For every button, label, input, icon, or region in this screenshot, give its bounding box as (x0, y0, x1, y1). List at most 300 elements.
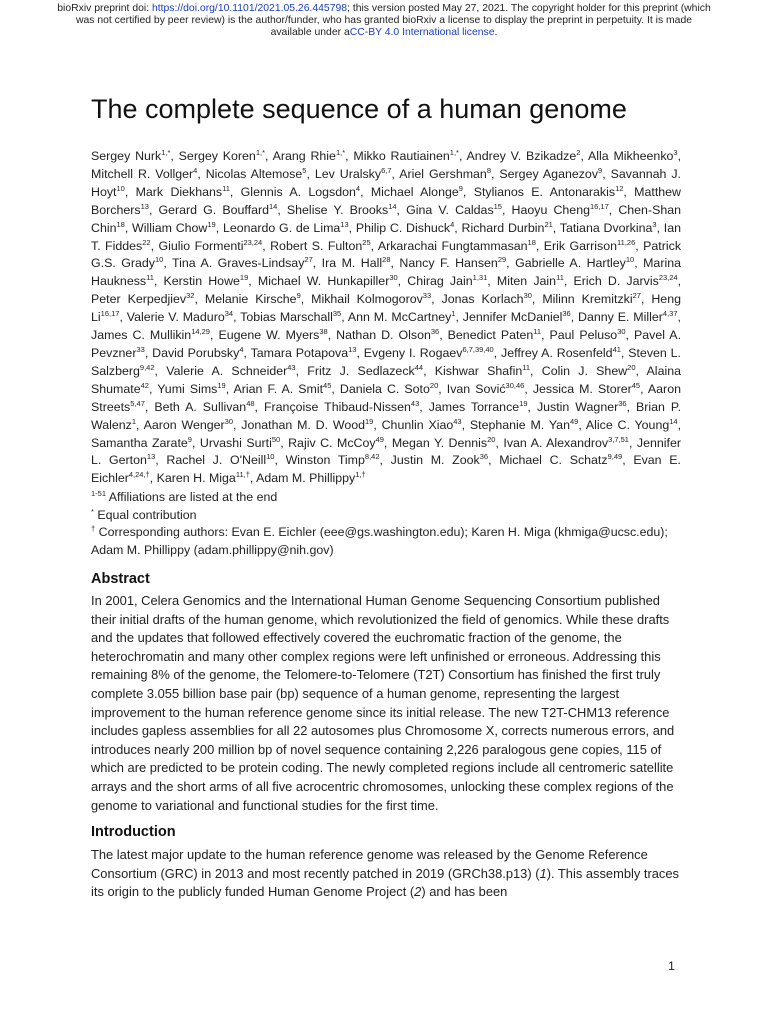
author-entry (448, 328, 541, 342)
author-entry (270, 239, 371, 253)
author-entry (467, 149, 581, 163)
author-entry (288, 436, 384, 450)
author-name: Valerie V. Maduro (126, 310, 225, 325)
author-affiliation-mark: 25 (362, 237, 371, 247)
author-affiliation-mark: 1,* (335, 148, 346, 157)
author-affiliation-mark: 19 (217, 380, 226, 390)
author-affiliation-mark: 14 (388, 201, 397, 211)
equal-contribution-note (91, 507, 691, 525)
author-affiliation-mark: 10 (155, 255, 164, 265)
author-affiliation-mark: 13 (348, 344, 357, 354)
author-affiliation-mark: 9,42 (139, 362, 155, 372)
author-entry (152, 346, 243, 360)
author-affiliation-mark: 43 (410, 398, 420, 408)
author-name: Rajiv C. McCoy (288, 435, 376, 450)
author-entry (234, 382, 332, 396)
author-name: Stephanie M. Yan (469, 417, 570, 432)
author-affiliation-mark: 1,† (355, 470, 366, 480)
citation-2[interactable]: 2 (414, 884, 422, 900)
author-affiliation-mark: 49 (375, 434, 384, 444)
author-entry (286, 453, 380, 467)
author-affiliation-mark: 22 (142, 237, 151, 247)
author-entry (132, 221, 216, 235)
author-affiliation-mark: 48 (246, 398, 255, 408)
author-name: Milinn Kremitzki (542, 292, 633, 307)
author-entry (560, 221, 657, 235)
author-affiliation-mark: 11,† (235, 470, 250, 480)
author-name: Mikko Rautiainen (353, 149, 450, 163)
author-affiliation-mark: 36 (479, 452, 489, 462)
author-entry (399, 167, 491, 181)
author-name: Arang Rhie (272, 149, 336, 163)
author-entry (544, 239, 636, 253)
author-name: Arkarachai Fungtammasan (377, 238, 528, 253)
author-entry (251, 346, 357, 360)
author-entry (503, 436, 629, 450)
author-name: Kishwar Shafin (434, 363, 523, 378)
author-name: Benedict Paten (447, 328, 534, 343)
author-affiliation-mark: 11 (556, 273, 564, 283)
author-name: Jennifer McDaniel (462, 310, 563, 325)
author-name: Justin Wagner (536, 399, 619, 414)
notice-line2: was not certified by peer review) is the author/funder, who has granted bioRxiv a license to display the preprint in perpetuity. It is made (75, 15, 693, 26)
author-affiliation-mark: 9,49 (607, 452, 623, 462)
author-affiliation-mark: 16,17 (589, 201, 609, 211)
author-entry (264, 400, 419, 414)
author-entry (406, 203, 502, 217)
author-name: Evan E. Eichler (91, 453, 681, 486)
author-affiliation-mark: 36 (618, 398, 627, 408)
author-name: Adam M. Phillippy (256, 471, 356, 486)
author-name: Philip C. Dishuck (355, 220, 451, 235)
author-entry (533, 382, 640, 396)
author-name: Jonathan M. D. Wood (241, 417, 365, 432)
author-name: Pavel A. Pevzner (91, 328, 682, 360)
author-affiliation-mark: 18 (116, 219, 125, 229)
author-name: Gina V. Caldas (406, 202, 494, 217)
author-entry (499, 453, 622, 467)
license-link[interactable]: CC-BY 4.0 International license (349, 27, 495, 38)
author-name: William Chow (132, 220, 208, 235)
author-affiliation-mark: 10 (116, 183, 125, 193)
author-name: Eugene W. Myers (218, 328, 320, 343)
author-affiliation-mark: 30 (389, 273, 398, 283)
doi-link[interactable]: https://doi.org/10.1101/2021.05.26.445798 (151, 3, 348, 14)
author-entry (166, 364, 295, 378)
author-affiliation-mark: 9 (458, 183, 463, 193)
affiliations-note (91, 489, 691, 507)
author-name: Lev Uralsky (314, 166, 382, 181)
author-name: Mark Diekhans (135, 184, 223, 199)
author-name: Samantha Zarate (91, 435, 188, 450)
author-affiliation-mark: 28 (382, 255, 391, 265)
author-name: Michael C. Schatz (499, 453, 608, 468)
author-affiliation-mark: 27 (632, 291, 641, 301)
author-affiliation-mark: 44 (414, 362, 424, 372)
author-name: Shelise Y. Brooks (286, 202, 389, 217)
author-affiliation-mark: 30 (224, 416, 233, 426)
author-entry (157, 471, 250, 485)
author-name: Tamara Potapova (250, 345, 349, 360)
author-name: Beth A. Sullivan (154, 399, 247, 414)
author-name: Ariel Gershman (399, 166, 487, 181)
author-entry (91, 149, 170, 163)
author-entry (157, 382, 225, 396)
author-entry (241, 418, 373, 432)
author-name: Miten Jain (496, 274, 557, 289)
author-entry (470, 418, 578, 432)
author-name: Michael W. Hunkapiller (257, 274, 390, 289)
author-affiliation-mark: 19 (207, 219, 216, 229)
author-affiliation-mark: 1,* (161, 148, 171, 157)
author-affiliation-mark: 20 (627, 362, 636, 372)
intro-text-2: ). This assembly traces its origin to the publicly funded Human Genome Project ( (91, 865, 679, 900)
author-entry (172, 256, 313, 270)
author-entry (164, 274, 249, 288)
author-affiliation-mark: 4 (450, 219, 455, 229)
author-affiliation-mark: 33 (422, 291, 432, 301)
author-entry (311, 292, 431, 306)
author-entry (463, 310, 571, 324)
author-entry (497, 274, 564, 288)
author-name: Ivan A. Alexandrov (503, 435, 609, 450)
author-name: Peter Kerpedjiev (91, 292, 187, 307)
author-name: Jennifer L. Gerton (91, 435, 681, 468)
author-affiliation-mark: 36 (430, 327, 440, 337)
author-affiliation-mark: 4,37 (662, 309, 678, 319)
author-name: Jonas Korlach (441, 292, 524, 307)
author-name: Chen-Shan Chin (91, 202, 682, 235)
author-entry (382, 418, 462, 432)
author-affiliation-mark: 18 (527, 237, 536, 247)
author-affiliation-mark: 2 (576, 148, 581, 157)
author-name: Marina Haukness (91, 256, 681, 289)
author-affiliation-mark: 14 (268, 201, 278, 211)
author-affiliation-mark: 30 (617, 327, 626, 337)
author-entry (322, 256, 391, 270)
equal-text: Equal contribution (93, 507, 197, 522)
author-entry (166, 453, 274, 467)
author-name: Aaron Streets (91, 381, 681, 414)
author-affiliation-mark: 9 (296, 291, 301, 301)
author-affiliation-mark: 4,24,† (128, 470, 150, 480)
author-entry (136, 185, 230, 199)
author-name: Alaina Shumate (91, 363, 681, 396)
author-name: Chunlin Xiao (381, 417, 454, 432)
author-name: Fritz J. Sedlazeck (307, 363, 415, 378)
author-notes (91, 489, 691, 559)
author-name: Justin M. Zook (390, 453, 480, 468)
author-name: Megan Y. Dennis (391, 435, 488, 450)
author-affiliation-mark: 4 (193, 165, 198, 175)
author-entry (429, 400, 528, 414)
author-entry (435, 364, 530, 378)
author-name: Colin J. Shew (541, 363, 628, 378)
author-entry (159, 203, 278, 217)
author-affiliation-mark: 13 (146, 452, 156, 462)
author-name: Robert S. Fulton (270, 238, 363, 253)
author-entry (462, 221, 553, 235)
author-name: Alice C. Young (585, 417, 670, 432)
author-affiliation-mark: 20 (487, 434, 496, 444)
author-affiliation-mark: 14 (669, 416, 678, 426)
equal-mark: * (91, 506, 94, 516)
author-entry (154, 400, 254, 414)
author-name: Karen H. Miga (156, 471, 236, 486)
author-entry (307, 364, 423, 378)
page-number: 1 (668, 959, 675, 973)
author-affiliation-mark: 20 (429, 380, 439, 390)
author-affiliation-mark: 4 (355, 183, 361, 193)
corresponding-authors-note (91, 524, 691, 559)
author-name: Arian F. A. Smit (233, 381, 324, 396)
intro-text-3: ) and has been (421, 884, 508, 900)
author-name: Patrick G.S. Grady (91, 238, 682, 271)
affiliations-mark: 1-51 (91, 489, 107, 498)
author-entry (537, 400, 627, 414)
author-name: Melanie Kirsche (204, 292, 297, 307)
author-name: Gabrielle A. Hartley (515, 256, 626, 271)
author-name: Nancy F. Hansen (399, 256, 498, 271)
author-name: Jeffrey A. Rosenfeld (501, 345, 613, 360)
author-affiliation-mark: 10 (266, 452, 275, 462)
author-entry (515, 256, 634, 270)
author-affiliation-mark: 1 (131, 416, 137, 426)
author-entry (144, 418, 233, 432)
author-name: Michael Alonge (370, 184, 459, 199)
author-entry (391, 453, 488, 467)
author-affiliation-mark: 16,17 (100, 309, 120, 319)
author-name: Sergey Nurk (91, 149, 162, 163)
author-affiliation-mark: 11 (146, 273, 154, 283)
citation-1[interactable]: 1 (539, 865, 547, 881)
author-name: Nathan D. Olson (336, 328, 431, 343)
author-affiliation-mark: 43 (287, 362, 296, 372)
author-entry (91, 328, 210, 342)
author-affiliation-mark: 32 (186, 291, 195, 301)
author-name: Matthew Borchers (91, 184, 681, 217)
author-affiliation-mark: 1,* (255, 148, 265, 157)
introduction-body (91, 846, 681, 902)
author-entry (378, 239, 536, 253)
introduction-heading: Introduction (91, 824, 176, 840)
author-name: Ira M. Hall (321, 256, 383, 271)
author-entry (241, 185, 360, 199)
author-entry (499, 167, 602, 181)
author-name: James Torrance (428, 399, 520, 414)
author-entry (371, 185, 463, 199)
author-entry (336, 328, 439, 342)
author-affiliation-mark: 3 (652, 219, 657, 229)
author-affiliation-mark: 3,7,51 (608, 434, 629, 444)
author-entry (179, 149, 265, 163)
author-name: Tobias Marschall (240, 310, 333, 325)
author-affiliation-mark: 50 (271, 434, 281, 444)
author-affiliation-mark: 4 (239, 344, 244, 354)
author-name: Jessica M. Storer (532, 381, 632, 396)
author-name: Ivan Sović (446, 381, 506, 396)
author-name: Brian P. Walenz (91, 399, 682, 432)
author-name: Valerie A. Schneider (166, 363, 288, 378)
author-name: Sergey Aganezov (499, 166, 599, 181)
preprint-notice (40, 3, 728, 39)
author-affiliation-mark: 10 (625, 255, 635, 265)
author-entry (258, 274, 398, 288)
author-affiliation-mark: 5 (302, 165, 307, 175)
author-entry (442, 292, 532, 306)
author-entry (353, 149, 459, 163)
author-affiliation-mark: 3 (673, 148, 678, 157)
author-name: Heng Li (91, 292, 681, 325)
author-affiliation-mark: 29 (497, 255, 507, 265)
author-name: Richard Durbin (461, 220, 545, 235)
author-name: Mikhail Kolmogorov (311, 292, 423, 307)
author-name: Mitchell R. Vollger (91, 166, 194, 181)
author-affiliation-mark: 19 (519, 398, 528, 408)
author-entry (218, 328, 327, 342)
corresponding-mark: † (91, 524, 96, 533)
author-entry (407, 274, 487, 288)
author-name: Daniela C. Soto (339, 381, 430, 396)
corresponding-line1: Corresponding authors: Evan E. Eichler (eee@gs.washington.edu); Karen H. Miga (khmiga@ucsc.edu); (95, 525, 668, 539)
author-affiliation-mark: 45 (323, 380, 332, 390)
author-affiliation-mark: 13 (140, 201, 149, 211)
author-entry (206, 167, 307, 181)
author-entry (240, 310, 341, 324)
author-name: Françoise Thibaud-Nissen (263, 399, 411, 414)
author-affiliation-mark: 11 (222, 183, 230, 193)
author-affiliation-mark: 5,47 (130, 398, 145, 408)
author-name: Steven L. Salzberg (91, 345, 681, 378)
author-affiliation-mark: 41 (612, 344, 621, 354)
author-affiliation-mark: 8 (486, 165, 491, 175)
author-name: Winston Timp (285, 453, 365, 468)
author-entry (447, 382, 525, 396)
author-entry (364, 346, 494, 360)
author-name: Ann M. McCartney (347, 310, 452, 325)
author-affiliation-mark: 36 (562, 309, 571, 319)
author-entry (91, 292, 194, 306)
author-name: Stylianos E. Antonarakis (473, 184, 616, 199)
author-name: Nicolas Altemose (205, 166, 303, 181)
author-name: Erik Garrison (543, 238, 618, 253)
author-affiliation-mark: 45 (631, 380, 641, 390)
author-entry (200, 436, 280, 450)
author-entry (273, 149, 346, 163)
author-name: Sergey Koren (178, 149, 256, 163)
author-name: Paul Peluso (549, 328, 618, 343)
author-affiliation-mark: 1,* (449, 148, 459, 157)
author-affiliation-mark: 34 (224, 309, 234, 319)
author-name: Erich D. Jarvis (573, 274, 659, 289)
author-entry (91, 167, 197, 181)
notice-line1-suffix: ; this version posted May 27, 2021. The copyright holder for this preprint (which (347, 3, 711, 14)
author-affiliation-mark: 42 (140, 380, 149, 390)
author-list: Sergey Nurk$^{1,*}$, Sergey Koren$^{1,*}$, Arang Rhie$^{1,*}$, Mikko Rautiainen$^{1,*}$, Andrey V. Bzikadze$^2$, Alla Mikheenko$^3$, Mitchell R. Vollger$^4$, Nicolas Altemose$^5$, Lev Uralsky$^{6,7}$, Ariel Gershman$^8$, Sergey Aganezov$^9$, Savannah J. Hoyt$^{10}$, Mark Diekhans$^{11}$, Glennis A. Logsdon$^4$, Michael Alonge$^9$, Stylianos E. Antonarakis$^{12}$, Matthew Borchers$^{13}$, Gerard G. Bouffard$^{14}$, Shelise Y. Brooks$^{14}$, Gina V. Caldas$^{15}$, Haoyu Cheng$^{16,17}$, Chen-Shan Chin$^{18}$, William Chow$^{19}$, Leonardo G. de Lima$^{13}$, Philip C. Dishuck$^4$, Richard Durbin$^{21}$, Tatiana Dvorkina$^3$, Ian T. Fiddes$^{22}$, Giulio Formenti$^{23,24}$, Robert S. Fulton$^{25}$, Arkarachai Fungtammasan$^{18}$, Erik Garrison$^{11,26}$, Patrick G.S. Grady$^{10}$, Tina A. Graves-Lindsay$^{27}$, Ira M. Hall$^{28}$, Nancy F. Hansen$^{29}$, Gabrielle A. Hartley$^{10}$, Marina Haukness$^{11}$, Kerstin Howe$^{19}$, Michael W. Hunkapiller$^{30}$, Chirag Jain$^{1,31}$, Miten Jain$^{11}$, Erich D. Jarvis$^{23,24}$, Peter Kerpedjiev$^{32}$, Melanie Kirsche$^9$, Mikhail Kolmogorov$^{33}$, Jonas Korlach$^{30}$, Milinn Kremitzki$^{27}$, Heng Li$^{16,17}$, Valerie V. Maduro$^{34}$, Tobias Marschall$^{35}$, Ann M. McCartney$^1$, Jennifer McDaniel$^{36}$, Danny E. Miller$^{4,37}$, James C. Mullikin$^{14,29}$, Eugene W. Myers$^{38}$, Nathan D. Olson$^{36}$, Benedict Paten$^{11}$, Paul Peluso$^{30}$, Pavel A. Pevzner$^{33}$, David Porubsky$^4$, Tamara Potapova$^{13}$, Evgeny I. Rogaev$^{6,7,39,40}$, Jeffrey A. Rosenfeld$^{41}$, Steven L. Salzberg$^{9,42}$, Valerie A. Schneider$^{43}$, Fritz J. Sedlazeck$^{44}$, Kishwar Shafin$^{11}$, Colin J. Shew$^{20}$, Alaina Shumate$^{42}$, Yumi Sims$^{19}$, Arian F. A. Smit$^{45}$, Daniela C. Soto$^{20}$, Ivan Sović$^{30,46}$, Jessica M. Storer$^{45}$, Aaron Streets$^{5,47}$, Beth A. Sullivan$^{48}$, Françoise Thibaud-Nissen$^{43}$, James Torrance$^{19}$, Justin Wagner$^{36}$, Brian P. Walenz$^1$, Aaron Wenger$^{30}$, Jonathan M. D. Wood$^{19}$, Chunlin Xiao$^{43}$, Stephanie M. Yan$^{49}$, Alice C. Young$^{14}$, Samantha Zarate$^9$, Urvashi Surti$^{50}$, Rajiv C. McCoy$^{49}$, Megan Y. Dennis$^{20}$, Ivan A. Alexandrov$^{3,7,51}$, Jennifer L. Gerton$^{13}$, Rachel J. O'Neill$^{10}$, Winston Timp$^{8,42}$, Justin M. Zook$^{36}$, Michael C. Schatz$^{9,49}$, Evan E. Eichler$^{4,24,\dagger}$, Karen H. Miga$^{11,\dagger}$, Adam M. Phillippy$^{1,\dagger}$ (91, 148, 682, 486)
author-affiliation-mark: 33 (136, 344, 145, 354)
author-affiliation-mark: 12 (615, 183, 624, 193)
author-affiliation-mark: 21 (544, 219, 553, 229)
paper-title: The complete sequence of a human genome (91, 94, 627, 124)
abstract-body: In 2001, Celera Genomics and the International Human Genome Sequencing Consortium published their initial drafts of the human genome, which revolutionized the field of genomics. While these drafts and the updates that followed effectively covered the euchromatic fraction of the genome, the heterochromatin and many other complex regions were left unfinished or erroneous. Addressing this remaining 8% of the genome, the Telomere-to-Telomere (T2T) Consortium has finished the first truly complete 3.055 billion base pair (bp) sequence of a human genome, representing the largest improvement to the human reference genome since its initial release. The new T2T-CHM13 reference includes gapless assemblies for all 22 autosomes plus Chromosome X, corrects numerous errors, and introduces nearly 200 million bp of novel sequence containing 2,226 paralogous gene copies, 115 of which are predicted to be protein coding. The newly completed regions include all centromeric satellite arrays and the short arms of all five acrocentric chromosomes, unlocking these complex regions of the genome to variational and functional studies for the first time. (91, 593, 675, 813)
author-name: Tatiana Dvorkina (559, 220, 653, 235)
author-name: Aaron Wenger (143, 417, 225, 432)
author-affiliation-mark: 23,24 (658, 273, 678, 283)
corresponding-line2: Adam M. Phillippy (adam.phillippy@nih.gov) (91, 542, 334, 557)
author-entry (586, 418, 678, 432)
notice-line3-suffix: . (494, 27, 498, 38)
author-affiliation-mark: 6,7 (381, 165, 392, 175)
author-entry (578, 310, 677, 324)
affiliations-text: Affiliations are listed at the end (106, 490, 278, 504)
author-entry (501, 346, 621, 360)
author-entry (392, 436, 496, 450)
author-affiliation-mark: 30 (523, 291, 532, 301)
author-affiliation-mark: 19 (239, 273, 249, 283)
author-name: Gerard G. Bouffard (158, 202, 269, 217)
author-entry (127, 310, 233, 324)
intro-text-1: The latest major update to the human reference genome was released by the Genome Reference Consortium (GRC) in 2013 and most recently patched in 2019 (GRCh38.p13) ( (91, 847, 648, 881)
author-entry (399, 256, 506, 270)
author-entry (512, 203, 609, 217)
author-entry (356, 221, 454, 235)
author-name: Rachel J. O'Neill (166, 453, 267, 468)
author-affiliation-mark: 1 (451, 309, 456, 319)
author-affiliation-mark: 8,42 (364, 452, 380, 462)
author-name: Leonardo G. de Lima (222, 220, 341, 235)
author-name: James C. Mullikin (91, 328, 192, 343)
author-name: Yumi Sims (157, 381, 218, 396)
abstract-heading: Abstract (91, 571, 150, 587)
author-affiliation-mark: 43 (453, 416, 462, 426)
author-affiliation-mark: 13 (340, 219, 349, 229)
author-name: Glennis A. Logsdon (240, 184, 356, 199)
notice-line3-prefix: available under a (270, 27, 350, 38)
author-name: Evgeny I. Rogaev (363, 345, 463, 360)
author-name: Haoyu Cheng (511, 202, 590, 217)
author-name: Alla Mikheenko (588, 149, 674, 163)
author-affiliation-mark: 9 (598, 165, 603, 175)
author-entry (542, 364, 636, 378)
author-entry (91, 436, 192, 450)
author-name: Chirag Jain (407, 274, 473, 289)
author-entry (315, 167, 392, 181)
author-entry (573, 274, 677, 288)
author-entry (158, 239, 262, 253)
author-entry (256, 471, 366, 485)
author-name: Kerstin Howe (163, 274, 240, 289)
author-affiliation-mark: 30,46 (505, 380, 525, 390)
author-name: Ian T. Fiddes (91, 220, 681, 253)
author-entry (205, 292, 301, 306)
author-affiliation-mark: 9 (187, 434, 192, 444)
author-name: David Porubsky (152, 345, 240, 360)
author-affiliation-mark: 11 (533, 327, 542, 337)
notice-prefix: bioRxiv preprint doi: (57, 3, 152, 14)
author-affiliation-mark: 23,24 (243, 237, 263, 247)
author-affiliation-mark: 49 (569, 416, 579, 426)
author-entry (340, 382, 438, 396)
author-entry (550, 328, 626, 342)
author-affiliation-mark: 14,29 (191, 327, 210, 337)
author-name: Tina A. Graves-Lindsay (172, 256, 305, 271)
author-entry (588, 149, 678, 163)
author-affiliation-mark: 27 (304, 255, 313, 265)
author-affiliation-mark: 1,31 (472, 273, 488, 283)
author-affiliation-mark: 19 (365, 416, 374, 426)
author-affiliation-mark: 35 (332, 309, 342, 319)
author-entry (474, 185, 624, 199)
